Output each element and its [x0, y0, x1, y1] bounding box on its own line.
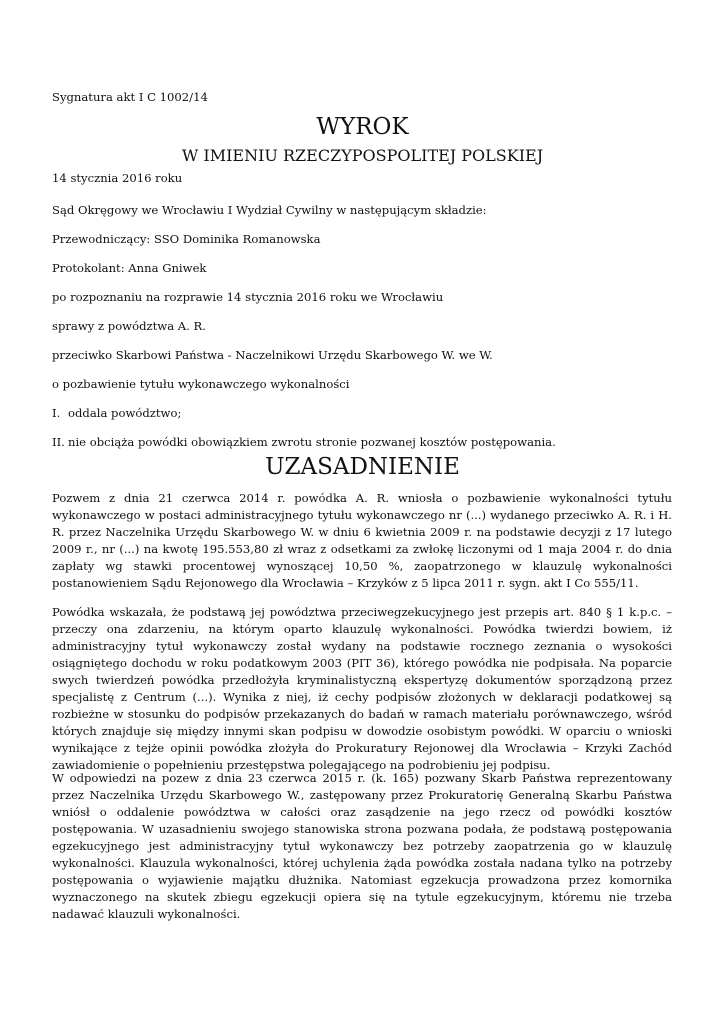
- ruling-number: I.: [52, 406, 61, 420]
- court-clerk: Protokolant: Anna Gniwek: [52, 261, 207, 275]
- verdict-subtitle: W IMIENIU RZECZYPOSPOLITEJ POLSKIEJ: [181, 146, 544, 165]
- case-plaintiff: sprawy z powództwa A. R.: [52, 319, 206, 333]
- ruling-number: II.: [52, 435, 65, 449]
- ruling-text: nie obciąża powódki obowiązkiem zwrotu stronie pozwanej kosztów postępowania.: [68, 435, 556, 449]
- presiding-judge: Przewodniczący: SSO Dominika Romanowska: [52, 232, 321, 246]
- case-subject: o pozbawienie tytułu wykonawczego wykonalności: [52, 377, 350, 391]
- verdict-title: WYROK: [316, 114, 409, 140]
- ruling-item: [52, 405, 181, 422]
- ruling-item: [52, 434, 556, 451]
- justification-paragraph: Powódka wskazała, że podstawą jej powództwa przeciwegzekucyjnego jest przepis art. 840 § 1 k.p.c. – przeczy ona zdarzeniu, na którym oparto klauzulę wykonalności. Powódka twierdzi bowiem, iż administracyjny tytuł wykonawczy został wydany na podstawie rocznego zeznania o wysokości osiągniętego dochodu w roku podatkowym 2003 (PIT 36), którego powódka nie podpisała. Na poparcie swych twierdzeń powódka przedłożyła kryminalistyczną ekspertyzę dokumentów sporządzoną przez specjalistę z Centrum (...). Wynika z niej, iż cechy podpisów złożonych w deklaracji podatkowej są rozbieżne w stosunku do podpisów przekazanych do badań w ramach materiału porównawczego, wśród których znajduje się między innymi skan podpisu w dowodzie osobistym powódki. W oparciu o wnioski wynikające z tejże opinii powódka złożyła do Prokuratury Rejonowej dla Wrocławia – Krzyki Zachód zawiadomienie o popełnieniu przestępstwa polegającego na podrobieniu jej podpisu.: [52, 605, 672, 772]
- ruling-text: oddala powództwo;: [68, 406, 182, 420]
- justification-paragraph: Pozwem z dnia 21 czerwca 2014 r. powódka A. R. wniosła o pozbawienie wykonalności tytułu wykonawczego w postaci administracyjnego tytułu wykonawczego nr (...) wydanego przeciwko A. R. i H. R. przez Naczelnika Urzędu Skarbowego W. w dniu 6 kwietnia 2009 r. na podstawie decyzji z 17 lutego 2009 r., nr (...) na kwotę 195.553,80 zł wraz z odsetkami za zwłokę liczonymi od 1 maja 2004 r. do dnia zapłaty wg stawki procentowej wynoszącej 10,50 %, zaopatrzonego w klauzulę wykonalności postanowieniem Sądu Rejonowego dla Wrocławia – Krzyków z 5 lipca 2011 r. sygn. akt I Co 555/11.: [52, 491, 672, 590]
- case-signature: Sygnatura akt I C 1002/14: [52, 90, 208, 104]
- hearing-info: po rozpoznaniu na rozprawie 14 stycznia 2016 roku we Wrocławiu: [52, 290, 444, 304]
- court-composition: Sąd Okręgowy we Wrocławiu I Wydział Cywilny w następującym składzie:: [52, 203, 487, 217]
- verdict-date: 14 stycznia 2016 roku: [52, 171, 183, 185]
- justification-paragraph: W odpowiedzi na pozew z dnia 23 czerwca 2015 r. (k. 165) pozwany Skarb Państwa reprezentowany przez Naczelnika Urzędu Skarbowego W., zastępowany przez Prokuratorię Generalną Skarbu Państwa wniósł o oddalenie powództwa w całości oraz zasądzenie na jego rzecz od powódki kosztów postępowania. W uzasadnieniu swojego stanowiska strona pozwana podała, że podstawą postępowania egzekucyjnego jest administracyjny tytuł wykonawczy bez potrzeby zaopatrzenia go w klauzulę wykonalności. Klauzula wykonalności, której uchylenia żąda powódka została nadana tylko na potrzeby postępowania o wyjawienie majątku dłużnika. Natomiast egzekucja prowadzona przez komornika wyznaczonego na skutek zbiegu egzekucji opiera się na tytule egzekucyjnym, któremu nie trzeba nadawać klauzuli wykonalności.: [52, 771, 672, 921]
- case-defendant: przeciwko Skarbowi Państwa - Naczelnikowi Urzędu Skarbowego W. we W.: [52, 348, 493, 362]
- justification-heading: UZASADNIENIE: [265, 454, 460, 480]
